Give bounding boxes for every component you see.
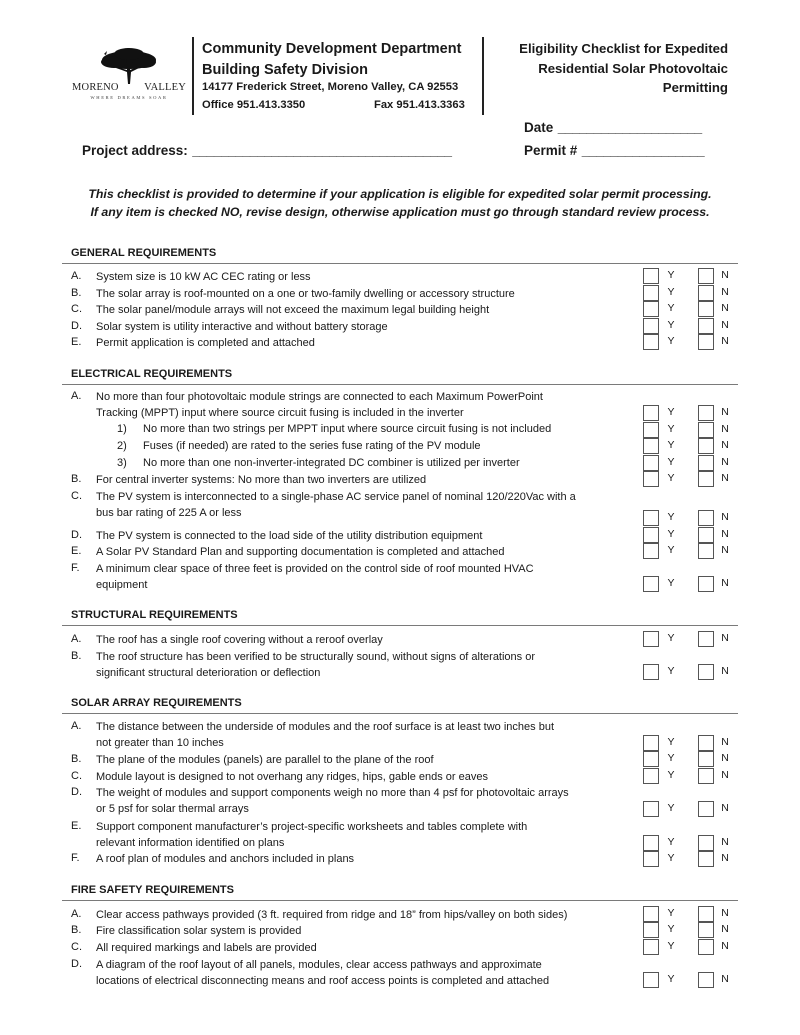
permit-field[interactable]: [524, 142, 704, 160]
no-checkbox[interactable]: [698, 906, 714, 922]
section-divider: [62, 384, 738, 385]
checklist-item-text-cont: not greater than 10 inches: [96, 737, 224, 749]
item-letter: E.: [71, 336, 82, 348]
item-letter: C.: [71, 770, 82, 782]
checklist-item-text: For central inverter systems: No more than two inverters are utilized: [96, 474, 427, 486]
yes-label: Y: [667, 836, 675, 848]
item-letter: D.: [71, 786, 82, 798]
yes-label: Y: [667, 286, 675, 298]
yes-label: Y: [667, 528, 675, 540]
no-checkbox[interactable]: [698, 405, 714, 421]
no-checkbox[interactable]: [698, 527, 714, 543]
yes-label: Y: [667, 302, 675, 314]
yes-checkbox[interactable]: [643, 510, 659, 526]
item-letter: D.: [71, 320, 82, 332]
tree-icon: [72, 48, 186, 84]
moreno-valley-logo: [72, 48, 186, 104]
no-label: N: [721, 577, 729, 589]
yes-checkbox[interactable]: [643, 972, 659, 988]
yes-label: Y: [667, 973, 675, 985]
checklist-item-text: Permit application is completed and attached: [96, 337, 315, 349]
item-letter: B.: [71, 753, 82, 765]
checklist-item-text: The roof has a single roof covering without a reroof overlay: [96, 634, 383, 646]
yes-checkbox[interactable]: [643, 301, 659, 317]
document-title-line-2: Residential Solar Photovoltaic: [538, 60, 728, 76]
no-label: N: [721, 472, 729, 484]
subitem-number: 3): [117, 457, 127, 469]
checklist-item-text-cont: significant structural deterioration or deflection: [96, 667, 321, 679]
division-name: Building Safety Division: [202, 62, 368, 78]
item-letter: D.: [71, 529, 82, 541]
intro-text: [60, 185, 740, 221]
yes-label: Y: [667, 511, 675, 523]
no-label: N: [721, 456, 729, 468]
checklist-item-text: The solar array is roof-mounted on a one or two-family dwelling or accessory structure: [96, 288, 515, 300]
no-label: N: [721, 632, 729, 644]
yes-checkbox[interactable]: [643, 422, 659, 438]
yes-checkbox[interactable]: [643, 751, 659, 767]
section-title-general: GENERAL REQUIREMENTS: [71, 247, 217, 259]
checklist-item-text-cont: equipment: [96, 579, 148, 591]
checklist-item-text: Fire classification solar system is provided: [96, 925, 302, 937]
no-checkbox[interactable]: [698, 318, 714, 334]
no-checkbox[interactable]: [698, 334, 714, 350]
checklist-item-text: The weight of modules and support components weigh no more than 4 psf for photovoltaic arrays: [96, 787, 569, 799]
section-divider: [62, 900, 738, 901]
section-title-electrical: ELECTRICAL REQUIREMENTS: [71, 368, 233, 380]
yes-checkbox[interactable]: [643, 631, 659, 647]
intro-line-1: This checklist is provided to determine if your application is eligible for expedited solar permit processing.: [88, 187, 712, 201]
checklist-item-text: Support component manufacturer’s project-specific worksheets and tables complete with: [96, 821, 528, 833]
checklist-item-text: The PV system is connected to the load side of the utility distribution equipment: [96, 530, 483, 542]
yes-label: Y: [667, 439, 675, 451]
checklist-item-text: A Solar PV Standard Plan and supporting documentation is completed and attached: [96, 546, 505, 558]
logo-word-left: MORENO: [72, 82, 119, 93]
date-input-line[interactable]: ____________________: [557, 120, 702, 135]
yes-checkbox[interactable]: [643, 922, 659, 938]
item-letter: B.: [71, 287, 82, 299]
no-label: N: [721, 544, 729, 556]
no-checkbox[interactable]: [698, 543, 714, 559]
project-address-label: Project address:: [82, 143, 188, 158]
subitem-text: Fuses (if needed) are rated to the series fuse rating of the PV module: [143, 440, 481, 452]
fax-number: Fax 951.413.3363: [374, 99, 465, 111]
project-address-input-line[interactable]: ____________________________________: [192, 143, 452, 158]
item-letter: B.: [71, 473, 82, 485]
no-checkbox[interactable]: [698, 851, 714, 867]
yes-label: Y: [667, 907, 675, 919]
document-title-line-1: Eligibility Checklist for Expedited: [519, 41, 728, 56]
checklist-item-text-cont: relevant information identified on plans: [96, 837, 285, 849]
yes-label: Y: [667, 269, 675, 281]
no-label: N: [721, 423, 729, 435]
yes-label: Y: [667, 577, 675, 589]
no-label: N: [721, 923, 729, 935]
no-checkbox[interactable]: [698, 301, 714, 317]
yes-checkbox[interactable]: [643, 455, 659, 471]
yes-label: Y: [667, 769, 675, 781]
yes-checkbox[interactable]: [643, 268, 659, 284]
checklist-item-text-cont: bus bar rating of 225 A or less: [96, 507, 242, 519]
checklist-item-text: Module layout is designed to not overhang any ridges, hips, gable ends or eaves: [96, 771, 488, 783]
no-label: N: [721, 802, 729, 814]
date-label: Date: [524, 120, 554, 135]
yes-checkbox[interactable]: [643, 334, 659, 350]
yes-label: Y: [667, 472, 675, 484]
no-label: N: [721, 736, 729, 748]
header-divider-left: [192, 37, 194, 115]
no-label: N: [721, 406, 729, 418]
checklist-item-text: The distance between the underside of modules and the roof surface is at least two inches but: [96, 721, 554, 733]
department-address: 14177 Frederick Street, Moreno Valley, CA 92553: [202, 81, 459, 93]
no-label: N: [721, 511, 729, 523]
no-checkbox[interactable]: [698, 664, 714, 680]
checklist-item-text: The plane of the modules (panels) are parallel to the plane of the roof: [96, 754, 434, 766]
no-checkbox[interactable]: [698, 939, 714, 955]
yes-checkbox[interactable]: [643, 768, 659, 784]
no-checkbox[interactable]: [698, 751, 714, 767]
yes-checkbox[interactable]: [643, 906, 659, 922]
no-checkbox[interactable]: [698, 510, 714, 526]
logo-word-right: VALLEY: [144, 82, 186, 93]
checklist-item-text-cont: or 5 psf for solar thermal arrays: [96, 803, 249, 815]
yes-checkbox[interactable]: [643, 405, 659, 421]
item-letter: A.: [71, 908, 82, 920]
checklist-item-text: A diagram of the roof layout of all panels, modules, clear access pathways and approximate: [96, 959, 542, 971]
item-letter: D.: [71, 958, 82, 970]
no-checkbox[interactable]: [698, 972, 714, 988]
yes-label: Y: [667, 406, 675, 418]
yes-label: Y: [667, 544, 675, 556]
yes-checkbox[interactable]: [643, 543, 659, 559]
checklist-item-text: A roof plan of modules and anchors included in plans: [96, 853, 355, 865]
yes-label: Y: [667, 852, 675, 864]
date-field[interactable]: [524, 119, 702, 137]
yes-label: Y: [667, 632, 675, 644]
checklist-item-text-cont: locations of electrical disconnecting means and roof access points is completed and attached: [96, 975, 550, 987]
no-label: N: [721, 769, 729, 781]
section-divider: [62, 713, 738, 714]
item-letter: F.: [71, 562, 80, 574]
no-checkbox[interactable]: [698, 835, 714, 851]
no-label: N: [721, 940, 729, 952]
document-title: [468, 39, 728, 98]
yes-checkbox[interactable]: [643, 939, 659, 955]
no-label: N: [721, 286, 729, 298]
no-checkbox[interactable]: [698, 285, 714, 301]
item-letter: C.: [71, 490, 82, 502]
permit-input-line[interactable]: _________________: [581, 143, 705, 158]
no-label: N: [721, 752, 729, 764]
subitem-number: 2): [117, 440, 127, 452]
yes-checkbox[interactable]: [643, 835, 659, 851]
section-divider: [62, 625, 738, 626]
yes-label: Y: [667, 923, 675, 935]
department-name: Community Development Department: [202, 41, 462, 57]
item-letter: A.: [71, 390, 82, 402]
yes-label: Y: [667, 423, 675, 435]
item-letter: A.: [71, 633, 82, 645]
no-checkbox[interactable]: [698, 922, 714, 938]
yes-checkbox[interactable]: [643, 318, 659, 334]
section-divider: [62, 263, 738, 264]
yes-label: Y: [667, 752, 675, 764]
no-checkbox[interactable]: [698, 268, 714, 284]
yes-label: Y: [667, 319, 675, 331]
yes-checkbox[interactable]: [643, 471, 659, 487]
yes-label: Y: [667, 335, 675, 347]
office-phone: Office 951.413.3350: [202, 99, 306, 111]
checklist-item-text: A minimum clear space of three feet is provided on the control side of roof mounted HVAC: [96, 563, 534, 575]
yes-checkbox[interactable]: [643, 664, 659, 680]
checklist-item-text: All required markings and labels are provided: [96, 942, 317, 954]
no-checkbox[interactable]: [698, 735, 714, 751]
no-checkbox[interactable]: [698, 438, 714, 454]
yes-checkbox[interactable]: [643, 285, 659, 301]
item-letter: C.: [71, 941, 82, 953]
no-label: N: [721, 269, 729, 281]
item-letter: F.: [71, 852, 80, 864]
item-letter: A.: [71, 720, 82, 732]
yes-label: Y: [667, 802, 675, 814]
no-checkbox[interactable]: [698, 576, 714, 592]
checklist-item-text: Solar system is utility interactive and without battery storage: [96, 321, 388, 333]
subitem-number: 1): [117, 423, 127, 435]
no-label: N: [721, 973, 729, 985]
yes-checkbox[interactable]: [643, 576, 659, 592]
yes-label: Y: [667, 736, 675, 748]
no-label: N: [721, 665, 729, 677]
no-checkbox[interactable]: [698, 422, 714, 438]
checklist-item-text: The PV system is interconnected to a single-phase AC service panel of nominal 120/220Vac with a: [96, 491, 576, 503]
no-label: N: [721, 302, 729, 314]
item-letter: E.: [71, 820, 82, 832]
yes-label: Y: [667, 665, 675, 677]
item-letter: B.: [71, 924, 82, 936]
checklist-item-text: Clear access pathways provided (3 ft. required from ridge and 18” from hips/valley on both sides): [96, 909, 568, 921]
item-letter: A.: [71, 270, 82, 282]
checklist-item-text: The solar panel/module arrays will not exceed the maximum legal building height: [96, 304, 490, 316]
yes-checkbox[interactable]: [643, 735, 659, 751]
no-label: N: [721, 836, 729, 848]
yes-checkbox[interactable]: [643, 527, 659, 543]
no-checkbox[interactable]: [698, 455, 714, 471]
item-letter: B.: [71, 650, 82, 662]
no-checkbox[interactable]: [698, 768, 714, 784]
document-title-line-3: Permitting: [662, 80, 728, 95]
no-label: N: [721, 335, 729, 347]
permit-label: Permit #: [524, 143, 578, 158]
intro-line-2: If any item is checked NO, revise design, otherwise application must go through standard review process.: [90, 205, 710, 219]
no-checkbox[interactable]: [698, 471, 714, 487]
no-label: N: [721, 439, 729, 451]
yes-checkbox[interactable]: [643, 438, 659, 454]
no-label: N: [721, 907, 729, 919]
item-letter: C.: [71, 303, 82, 315]
project-address-field[interactable]: [82, 142, 452, 160]
no-label: N: [721, 528, 729, 540]
logo-wordmark: [72, 82, 186, 93]
yes-checkbox[interactable]: [643, 851, 659, 867]
yes-label: Y: [667, 456, 675, 468]
no-label: N: [721, 319, 729, 331]
no-checkbox[interactable]: [698, 631, 714, 647]
department-block: [202, 39, 461, 81]
section-title-structural: STRUCTURAL REQUIREMENTS: [71, 609, 238, 621]
checklist-item-text-cont: Tracking (MPPT) input where source circuit fusing is included in the inverter: [96, 407, 464, 419]
checklist-item-text: No more than four photovoltaic module strings are connected to each Maximum PowerPoint: [96, 391, 543, 403]
no-label: N: [721, 852, 729, 864]
section-title-fire-safety: FIRE SAFETY REQUIREMENTS: [71, 884, 234, 896]
no-checkbox[interactable]: [698, 801, 714, 817]
subitem-text: No more than one non-inverter-integrated DC combiner is utilized per inverter: [143, 457, 520, 469]
item-letter: E.: [71, 545, 82, 557]
yes-checkbox[interactable]: [643, 801, 659, 817]
checklist-item-text: The roof structure has been verified to be structurally sound, without signs of alterations or: [96, 651, 536, 663]
subitem-text: No more than two strings per MPPT input where source circuit fusing is not included: [143, 423, 552, 435]
section-title-solar-array: SOLAR ARRAY REQUIREMENTS: [71, 697, 242, 709]
logo-tagline: WHERE DREAMS SOAR: [90, 95, 168, 100]
checklist-item-text: System size is 10 kW AC CEC rating or less: [96, 271, 311, 283]
yes-label: Y: [667, 940, 675, 952]
